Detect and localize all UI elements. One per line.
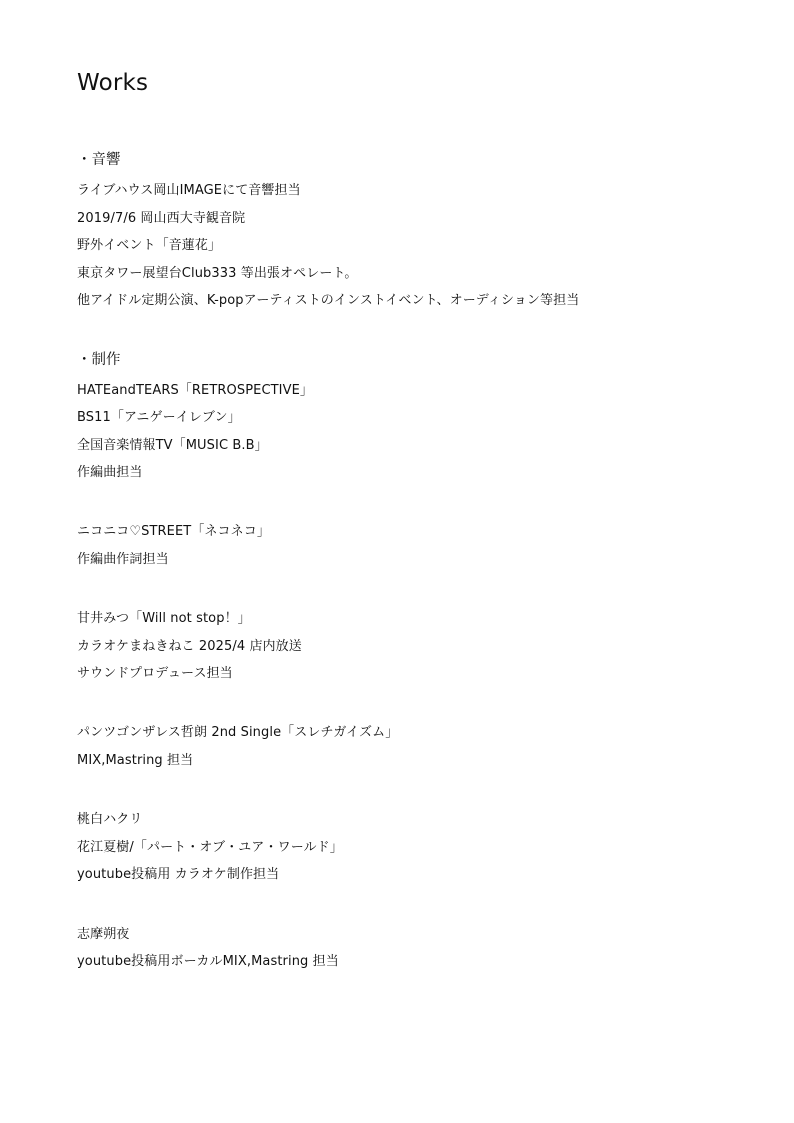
- work-line: 桃白ハクリ: [77, 812, 143, 827]
- work-line: BS11「アニゲーイレブン」: [77, 410, 241, 425]
- work-line: ニコニコ♡STREET「ネコネコ」: [77, 524, 270, 539]
- section-heading-sound: ・音響: [77, 152, 121, 168]
- work-line: 野外イベント「音蓮花」: [77, 238, 222, 253]
- work-line: 甘井みつ「Will not stop！」: [77, 611, 251, 626]
- work-line: パンツゴンザレス哲朗 2nd Single「スレチガイズム」: [77, 725, 399, 740]
- work-line: youtube投稿用 カラオケ制作担当: [77, 867, 280, 882]
- work-line: ライブハウス岡山IMAGEにて音響担当: [77, 183, 301, 198]
- work-line: 志摩朔夜: [77, 927, 130, 942]
- work-line: HATEandTEARS「RETROSPECTIVE」: [77, 383, 314, 398]
- work-line: 全国音楽情報TV「MUSIC B.B」: [77, 438, 268, 453]
- page-title: Works: [77, 70, 149, 96]
- work-line: 2019/7/6 岡山西大寺観音院: [77, 211, 246, 226]
- work-line: 他アイドル定期公演、K-popアーティストのインストイベント、オーディション等担当: [77, 293, 580, 308]
- work-line: サウンドプロデュース担当: [77, 666, 233, 681]
- section-heading-production: ・制作: [77, 352, 121, 368]
- work-line: カラオケまねきねこ 2025/4 店内放送: [77, 639, 302, 654]
- work-line: MIX,Mastring 担当: [77, 753, 194, 768]
- work-line: youtube投稿用ボーカルMIX,Mastring 担当: [77, 954, 339, 969]
- work-line: 東京タワー展望台Club333 等出張オペレート。: [77, 266, 358, 281]
- work-line: 作編曲担当: [77, 465, 143, 480]
- work-line: 作編曲作詞担当: [77, 552, 169, 567]
- work-line: 花江夏樹/「パート・オブ・ユア・ワールド」: [77, 840, 343, 855]
